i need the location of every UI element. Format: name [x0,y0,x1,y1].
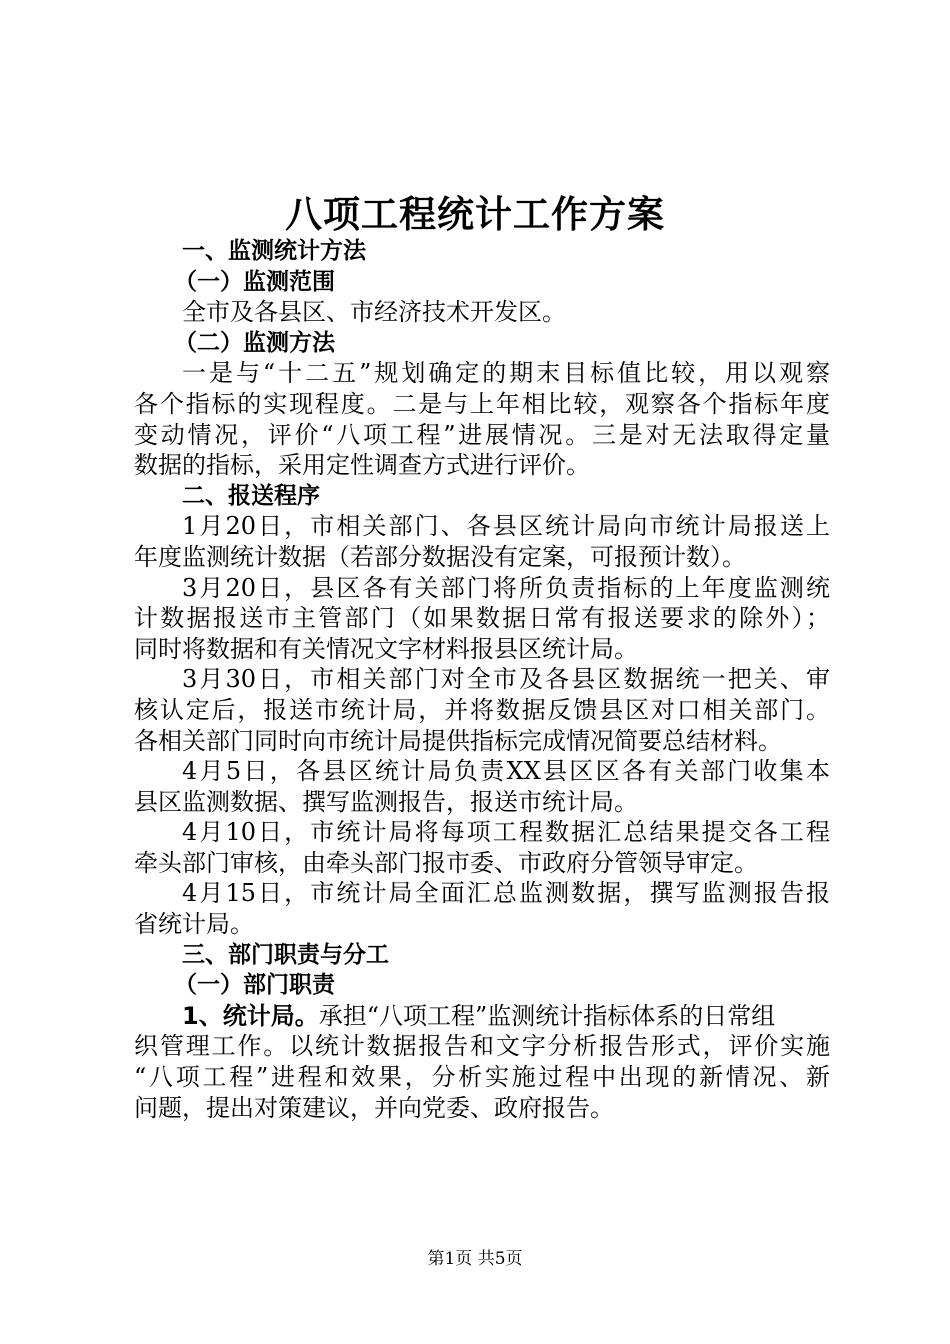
document-body [134,236,830,1123]
paragraph-line: 全市及各县区、市经济技术开发区。 [182,298,566,327]
paragraph-line: 年度监测统计数据（若部分数据没有定案，可报预计数）。 [134,542,746,571]
paragraph-line: 4月15日，市统计局全面汇总监测数据，撰写监测报告报 [182,879,830,908]
paragraph-line: 省统计局。 [134,910,254,939]
paragraph-line: 数据的指标，采用定性调查方式进行评价。 [134,451,590,480]
paragraph-line: 1月20日，市相关部门、各县区统计局向市统计局报送上 [182,512,830,541]
paragraph-line [134,1001,830,1032]
paragraph-line: 3月30日，市相关部门对全市及各县区数据统一把关、审 [182,665,830,694]
paragraph-line: 4月5日，各县区统计局负责XX县区区各有关部门收集本 [182,757,830,786]
section-heading-2: 二、报送程序 [182,482,320,509]
subsection-heading-1-1: （一）监测范围 [174,268,335,295]
paragraph-line: 3月20日，县区各有关部门将所负责指标的上年度监测统 [182,573,830,602]
paragraph-line: 牵头部门审核，由牵头部门报市委、市政府分管领导审定。 [134,848,758,877]
paragraph-line: 核认定后，报送市统计局，并将数据反馈县区对口相关部门。 [134,695,830,724]
paragraph-line: 同时将数据和有关情况文字材料报县区统计局。 [134,634,638,663]
paragraph-line: 问题，提出对策建议，并向党委、政府报告。 [134,1093,614,1122]
section-heading-3: 三、部门职责与分工 [182,941,389,968]
subsection-heading-1-2: （二）监测方法 [174,329,335,356]
paragraph-line: 县区监测数据、撰写监测报告，报送市统计局。 [134,787,638,816]
document-title: 八项工程统计工作方案 [285,193,665,236]
page-footer: 第1页 共5页 [427,1249,523,1269]
section-heading-1: 一、监测统计方法 [182,238,366,264]
subsection-heading-3-1: （一）部门职责 [174,972,335,999]
paragraph-line: 一是与“十二五”规划确定的期末目标值比较，用以观察 [182,359,830,388]
paragraph-line: “八项工程”进程和效果，分析实施过程中出现的新情况、新 [134,1063,830,1092]
item-text: 承担“八项工程”监测统计指标体系的日常组 [318,1001,776,1030]
paragraph-line: 变动情况，评价“八项工程”进展情况。三是对无法取得定量 [134,420,830,449]
item-label: 1、统计局。 [182,1001,319,1030]
paragraph-line: 各个指标的实现程度。二是与上年相比较，观察各个指标年度 [134,389,830,418]
paragraph-line: 织管理工作。以统计数据报告和文字分析报告形式，评价实施 [134,1032,830,1061]
paragraph-line: 4月10日，市统计局将每项工程数据汇总结果提交各工程 [182,818,830,847]
paragraph-line: 各相关部门同时向市统计局提供指标完成情况简要总结材料。 [134,726,782,755]
paragraph-line: 计数据报送市主管部门（如果数据日常有报送要求的除外）； [134,604,830,633]
